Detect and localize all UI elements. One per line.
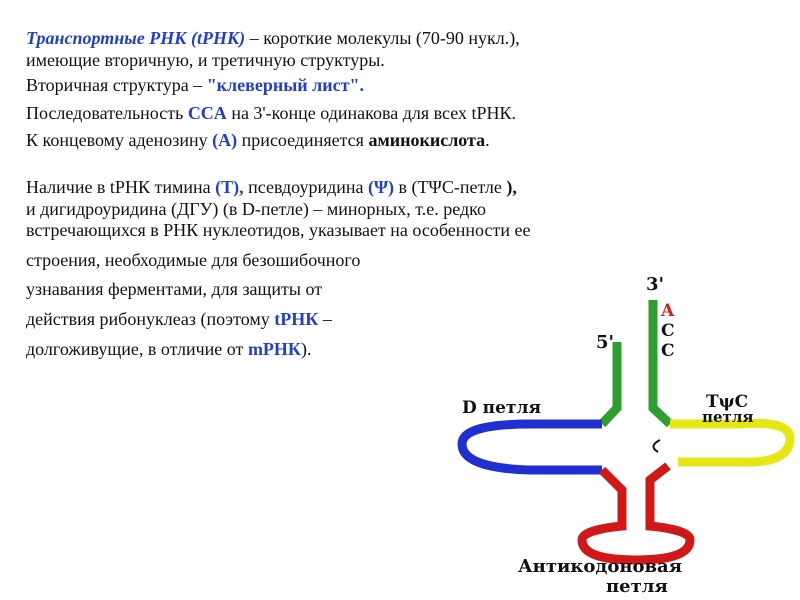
paragraph-5-line-5: узнавания ферментами, для защиты от <box>26 279 323 300</box>
tpsic-loop <box>670 423 790 462</box>
paragraph-1-rest: – короткие молекулы (70-90 нукл.), <box>245 28 520 48</box>
paragraph-1-line-2: имеющие вторичную, и третичную структуры. <box>26 49 385 70</box>
d-loop-path <box>462 424 602 470</box>
trna-mark: tРНК <box>274 308 319 329</box>
p5-text-a: Наличие в tРНК тимина <box>26 176 216 197</box>
acceptor-stem <box>602 300 670 424</box>
paragraph-5-line-3: встречающихся в РНК нуклеотидов, указывает на особенности ее <box>26 220 531 241</box>
tertiary-link <box>653 440 660 452</box>
d-loop-label: D петля <box>462 398 541 418</box>
mrna-mark: mРНК <box>247 338 301 359</box>
tpsic-label-2: петля <box>702 408 754 426</box>
thymine-mark: (T), <box>215 176 244 197</box>
p5-l7-a: долгоживущие, в отличие от <box>26 338 248 359</box>
paragraph-5-line-4: строения, необходимые для безошибочного <box>26 249 361 270</box>
label-a: A <box>661 301 675 321</box>
p5-text-b: псевдоуридина <box>243 176 369 197</box>
cca-term: CCA <box>187 102 227 123</box>
paragraph-4-dot: . <box>485 130 490 151</box>
paragraph-4 <box>26 130 796 152</box>
p5-l7-b: ). <box>300 338 312 359</box>
label-5prime: 5' <box>596 332 615 353</box>
anticodon-arm <box>582 466 690 560</box>
paragraph-2 <box>26 75 796 97</box>
anticodon-label-2: петля <box>606 576 668 597</box>
trna-cloverleaf-diagram <box>450 270 800 600</box>
anticodon-path <box>582 466 690 560</box>
cloverleaf-term: "клеверный лист". <box>206 75 364 96</box>
paragraph-1-line-1 <box>26 28 796 50</box>
paragraph-2-prefix: Вторичная структура – <box>26 75 207 96</box>
paragraph-4-prefix: К концевому аденозину <box>26 130 213 151</box>
label-3prime: 3' <box>646 274 665 295</box>
p5-l6-a: действия рибонуклеаз (поэтому <box>26 308 275 329</box>
anticodon-label-1: Антикодоновая <box>518 556 682 577</box>
paragraph-3-prefix: Последовательность <box>26 102 188 123</box>
p5-close: ), <box>506 176 517 197</box>
paragraph-5-line-2: и дигидроуридина (ДГУ) (в D-петле) – минорных, т.е. редко <box>26 198 486 219</box>
paragraph-3 <box>26 103 796 125</box>
label-c2: C <box>661 341 675 361</box>
tpsic-loop-path <box>670 423 790 462</box>
psi-mark: (Ψ) <box>368 176 395 197</box>
paragraph-4-middle: присоединяется <box>237 130 369 151</box>
tpsic-label-1: TψC <box>706 392 749 412</box>
d-loop <box>462 424 602 470</box>
amino-acid-term: аминокислота <box>368 130 486 151</box>
p5-l6-b: – <box>318 308 332 329</box>
adenosine-mark: (А) <box>212 130 238 151</box>
label-c1: C <box>661 321 675 341</box>
trna-term: Транспортные РНК (tРНК) <box>26 28 246 48</box>
paragraph-5-line-1 <box>26 177 796 199</box>
paragraph-3-suffix: на 3'-конце одинакова для всех tРНК. <box>226 102 517 123</box>
stem-5prime-strand <box>602 342 617 424</box>
p5-text-c: в (ТΨС-петле <box>394 176 507 197</box>
